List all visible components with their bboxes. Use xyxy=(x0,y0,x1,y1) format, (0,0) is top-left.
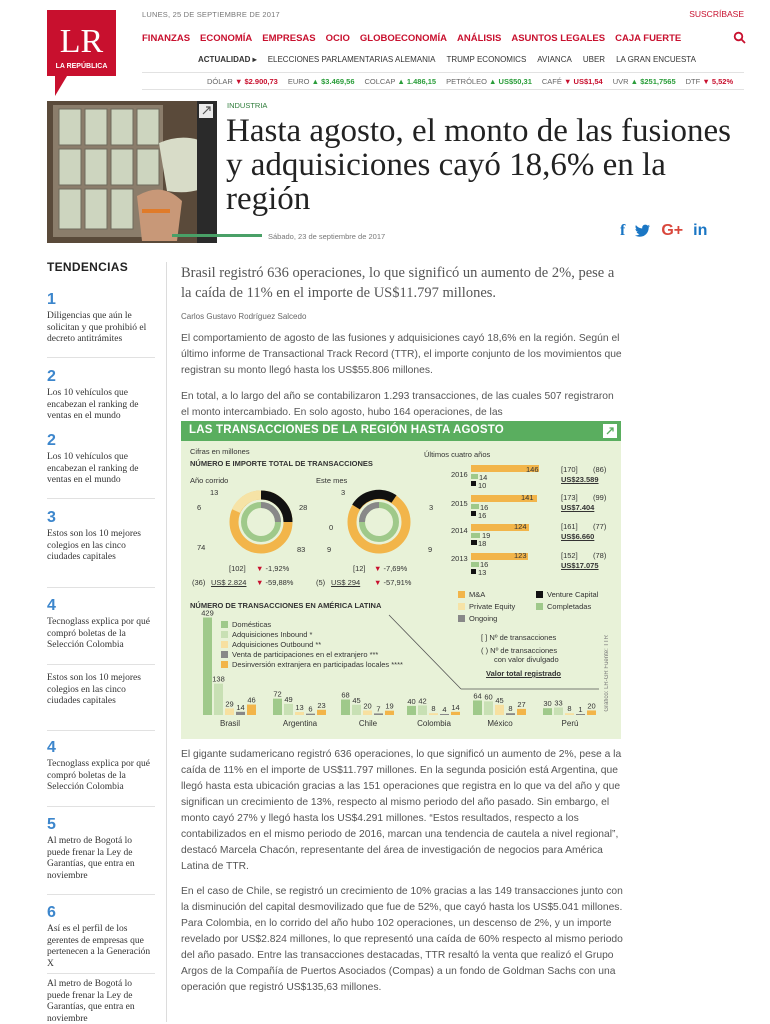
year-disclosed: (77) xyxy=(593,522,607,531)
nav-analisis[interactable]: ANÁLISIS xyxy=(456,33,502,44)
bar-argentina-2 xyxy=(295,712,304,715)
linkedin-icon[interactable]: in xyxy=(693,222,708,239)
article-date: Sábado, 23 de septiembre de 2017 xyxy=(268,232,386,241)
donut-2-value: 9 xyxy=(428,545,433,554)
trending-number: 4 xyxy=(47,597,56,614)
bar-value-label: 45 xyxy=(352,695,361,705)
subnav-uber[interactable]: UBER xyxy=(582,55,606,64)
donut-2-value: 3 xyxy=(429,503,434,512)
year-label: 2013 xyxy=(451,554,468,563)
bar-perú-3 xyxy=(576,714,585,715)
bar-perú-0 xyxy=(543,708,552,715)
bar-value-label: 8 xyxy=(567,704,572,714)
donut-1-value: 83 xyxy=(297,545,306,554)
bar-méxico-1 xyxy=(484,701,493,715)
trending-separator xyxy=(47,664,155,665)
legend-ma: M&A xyxy=(469,590,486,599)
twitter-icon[interactable] xyxy=(635,224,651,238)
bar-brasil-1 xyxy=(214,684,223,715)
legend-swatch xyxy=(536,591,543,598)
bar-chile-0 xyxy=(341,700,350,715)
trending-text[interactable]: Estos son los 10 mejores colegios en las cinco ciudades capitales xyxy=(47,529,141,562)
trending-number: 4 xyxy=(47,739,56,756)
year-amount: US$17.075 xyxy=(561,561,599,570)
nav-asuntos-legales[interactable]: ASUNTOS LEGALES xyxy=(511,33,606,44)
bar-chile-2 xyxy=(363,710,372,715)
legend-desinversion: Desinversión extranjera en participadas locales **** xyxy=(232,660,403,669)
year-count: [170] xyxy=(561,465,578,474)
category-label: México xyxy=(487,719,513,728)
ticker-colcap[interactable]: COLCAP ▲ 1.486,15 xyxy=(364,76,437,86)
subnav-avianca[interactable]: AVIANCA xyxy=(537,55,572,64)
subnav-encuesta[interactable]: LA GRAN ENCUESTA xyxy=(616,55,696,64)
trending-item[interactable] xyxy=(47,368,155,420)
article-category[interactable]: INDUSTRIA xyxy=(227,101,268,110)
bar-perú-4 xyxy=(587,710,596,715)
trending-text[interactable]: Diligencias que aún le solicitan y que prohibió el decreto antitrámites xyxy=(47,311,147,344)
bar-colombia-4 xyxy=(451,712,460,715)
donut-1-label: Año corrido xyxy=(190,476,229,485)
expand-icon[interactable] xyxy=(199,104,213,118)
trending-separator xyxy=(47,587,155,588)
donut-2-disclosed: (5) xyxy=(316,578,326,587)
bar-value-label: 429 xyxy=(201,609,214,618)
ticker-petroleo[interactable]: PETRÓLEO ▲ US$50,31 xyxy=(446,76,532,86)
nav-empresas[interactable]: EMPRESAS xyxy=(262,33,316,44)
year-value: 16 xyxy=(478,511,487,520)
year-count: [152] xyxy=(561,551,578,560)
bar-value-label: 27 xyxy=(517,699,526,709)
bar-value-label: 19 xyxy=(385,701,394,711)
year-value: 14 xyxy=(479,473,488,482)
trending-text[interactable]: Los 10 vehículos que encabezan el ranking de ventas en el mundo xyxy=(47,452,139,485)
legend-inbound: Adquisiciones Inbound * xyxy=(232,630,313,639)
bar-brasil-4 xyxy=(247,705,256,715)
trending-item[interactable] xyxy=(47,673,155,708)
bar-value-label: 33 xyxy=(554,698,563,708)
bar-chile-1 xyxy=(352,705,361,715)
key-note-total: Valor total registrado xyxy=(486,669,562,678)
donut-chart-year xyxy=(226,487,296,557)
bar-value-label: 45 xyxy=(495,695,504,705)
year-disclosed: (86) xyxy=(593,465,607,474)
bar-value-label: 20 xyxy=(587,701,596,711)
key-note-disclosed: ( ) Nº de transacciones xyxy=(481,646,558,655)
infographic-header xyxy=(181,421,621,441)
nav-globoeconomia[interactable]: GLOBOECONOMÍA xyxy=(359,33,447,44)
legend-swatch xyxy=(221,651,228,658)
donut-1-disclosed: (36) xyxy=(192,578,206,587)
year-count: [161] xyxy=(561,522,578,531)
year-value: 16 xyxy=(480,560,489,569)
year-value: 146 xyxy=(526,465,539,474)
trending-item[interactable] xyxy=(47,291,155,346)
bar-value-label: 49 xyxy=(284,694,293,704)
bar-méxico-0 xyxy=(473,700,482,715)
year-amount: US$6.660 xyxy=(561,532,595,541)
infographic-unit: Cifras en millones xyxy=(190,447,250,456)
bar-argentina-1 xyxy=(284,704,293,715)
donut-2-change: ▼ -7,69% xyxy=(374,564,408,573)
bar-colombia-2 xyxy=(429,713,438,715)
legend-swatch xyxy=(458,591,465,598)
bar-brasil-0 xyxy=(203,618,212,716)
bar-value-label: 20 xyxy=(363,701,372,711)
trending-text[interactable]: Al metro de Bogotá lo puede frenar la Ley de Garantías, que entra en noviembre xyxy=(47,836,135,881)
year-amount: US$23.589 xyxy=(561,475,599,484)
nav-ocio[interactable]: OCIO xyxy=(325,33,350,44)
article-lead: Brasil registró 636 operaciones, lo que significó un aumento de 2%, pese a la caída de 11% en el importe de US$11.797 millones. xyxy=(181,265,615,301)
donut-1-amount: US$ 2.824 xyxy=(211,578,247,587)
bar-value-label: 72 xyxy=(273,689,282,699)
bar-value-label: 60 xyxy=(484,692,493,702)
donut-chart-month xyxy=(344,487,414,557)
trending-text[interactable]: Los 10 vehículos que encabezan el ranking de ventas en el mundo xyxy=(47,388,139,420)
legend-domesticas: Domésticas xyxy=(232,620,272,629)
year-value: 13 xyxy=(478,568,487,577)
trending-separator xyxy=(47,357,155,358)
donut-2-value: 0 xyxy=(329,523,334,532)
header-date: LUNES, 25 DE SEPTIEMBRE DE 2017 xyxy=(142,10,280,19)
year-value: 18 xyxy=(478,539,487,548)
year-label: 2015 xyxy=(451,499,468,508)
bar-chile-3 xyxy=(374,713,383,715)
callout-line xyxy=(389,615,461,689)
bar-argentina-3 xyxy=(306,714,315,715)
legend-swatch xyxy=(221,661,228,668)
expand-icon[interactable] xyxy=(603,424,617,438)
bar-value-label: 13 xyxy=(295,703,304,713)
bar-brasil-2 xyxy=(225,708,234,715)
bar-value-label: 42 xyxy=(418,696,427,706)
subnav-actualidad[interactable]: ACTUALIDAD ▸ xyxy=(198,55,257,64)
sidebar-divider xyxy=(166,262,167,1022)
bar-colombia-1 xyxy=(418,705,427,715)
donut-2-label: Este mes xyxy=(316,476,348,485)
bar-value-label: 14 xyxy=(451,702,460,712)
year-value: 141 xyxy=(521,493,534,502)
trending-separator xyxy=(47,894,155,895)
search-icon[interactable] xyxy=(733,31,747,45)
trending-item[interactable] xyxy=(47,816,155,882)
logo-text: LR xyxy=(59,23,104,60)
ticker-uvr[interactable]: UVR ▲ $251,7565 xyxy=(612,76,676,86)
legend-pe: Private Equity xyxy=(469,602,516,611)
legend-outbound: Adquisiciones Outbound ** xyxy=(232,640,322,649)
donut-1-count: [102] xyxy=(229,564,246,573)
trending-item[interactable] xyxy=(47,597,155,652)
ticker-dolar[interactable]: DÓLAR ▼ $2.900,73 xyxy=(207,76,278,86)
article-paragraph: En el caso de Chile, se registró un crecimiento de 10% gracias a las 149 transacciones junto con la disminución del capital desmovilizado que fue de 52%, que cayó hasta los US$5.041 millones. Para Colombia, en lo corrido del año hubo 102 operaciones, un descenso de 2%, y un importe revelado por US$2.824 millones, lo que representó una caída de 60% respecto al mismo periodo del año pasado. Entre las transacciones destacadas, TTR resaltó la venta que realizó el Grupo Argos de la Compañía de Puertos Asociados (Compas) a un fondo de Goldman Sachs con una operación que registró US$135,63 millones. xyxy=(181,886,623,993)
donut-2-value: 3 xyxy=(341,488,346,497)
bar-value-label: 29 xyxy=(225,699,234,709)
legend-venta: Venta de participaciones en el extranjero *** xyxy=(232,650,379,659)
bar-perú-2 xyxy=(565,713,574,715)
donut-1-value: 13 xyxy=(210,488,219,497)
key-note-disclosed-2: con valor divulgado xyxy=(494,655,559,664)
chart-title: NÚMERO DE TRANSACCIONES EN AMÉRICA LATINA xyxy=(190,601,382,610)
years-label: Últimos cuatro años xyxy=(424,450,491,459)
infographic-title: LAS TRANSACCIONES DE LA REGIÓN HASTA AGOSTO xyxy=(189,424,504,436)
market-ticker xyxy=(142,72,744,90)
year-value: 123 xyxy=(514,551,527,560)
donut-1-change: ▼ -1,92% xyxy=(256,564,290,573)
ticker-dtf[interactable]: DTF ▼ 5,52% xyxy=(685,76,734,86)
year-value: 124 xyxy=(514,522,527,531)
trending-number: 5 xyxy=(47,816,56,833)
category-label: Brasil xyxy=(219,719,241,728)
bar-méxico-2 xyxy=(495,705,504,715)
year-count: [173] xyxy=(561,493,578,502)
bar-méxico-3 xyxy=(506,713,515,715)
ticker-euro[interactable]: EURO ▲ $3.469,56 xyxy=(287,76,355,86)
bar-value-label: 4 xyxy=(442,705,447,714)
year-value: 16 xyxy=(480,503,489,512)
donut-1-amount-change: ▼ -59,88% xyxy=(256,578,294,587)
trending-item[interactable] xyxy=(47,432,155,487)
share-buttons xyxy=(620,222,707,240)
bar-value-label: 14 xyxy=(236,702,245,712)
legend-swatch xyxy=(221,621,228,628)
article-paragraph: El comportamiento de agosto de las fusiones y adquisiciones cayó 18,6% en la región. Según el último informe de Transactional Track Record (TTR), el importe conjunto de los movimientos que registran su monto llegó hasta los US$55.806 millones. xyxy=(181,333,622,376)
trending-item[interactable] xyxy=(47,904,155,970)
bar-value-label: 40 xyxy=(407,696,416,706)
subscribe-link[interactable]: SUSCRÍBASE xyxy=(689,9,744,19)
infographic-credit: Gráfico: LR-GR Fuente: TTR xyxy=(604,635,610,712)
donut-2-amount: US$ 294 xyxy=(331,578,361,587)
ticker-cafe[interactable]: CAFÉ ▼ US$1,54 xyxy=(541,76,603,86)
trending-separator xyxy=(47,806,155,807)
legend-completadas: Completadas xyxy=(547,602,592,611)
bar-argentina-0 xyxy=(273,699,282,715)
legend-vc: Venture Capital xyxy=(547,590,599,599)
trending-item[interactable] xyxy=(47,509,155,564)
sub-nav xyxy=(198,55,696,64)
bar-colombia-3 xyxy=(440,714,449,715)
article-headline: Hasta agosto, el monto de las fusiones y adquisiciones cayó 18,6% en la región xyxy=(226,113,731,217)
legend-ongoing: Ongoing xyxy=(469,614,498,623)
trending-text[interactable]: Estos son los 10 mejores colegios en las cinco ciudades capitales xyxy=(47,673,141,706)
donut-2-amount-change: ▼ -57,91% xyxy=(374,578,412,587)
trending-text[interactable]: Tecnoglass explica por qué compró boletas de la Selección Colombia xyxy=(47,759,151,792)
google-plus-icon[interactable]: G+ xyxy=(661,222,684,239)
year-value: 10 xyxy=(478,481,487,490)
year-disclosed: (99) xyxy=(593,493,607,502)
donut-1-value: 28 xyxy=(299,503,308,512)
trending-item[interactable] xyxy=(47,739,155,794)
nav-caja-fuerte[interactable]: CAJA FUERTE xyxy=(615,33,682,44)
hero-image[interactable] xyxy=(47,101,217,243)
infographic-subtitle-1: NÚMERO E IMPORTE TOTAL DE TRANSACCIONES xyxy=(190,459,373,468)
bar-value-label: 6 xyxy=(308,704,313,714)
bar-value-label: 46 xyxy=(247,695,256,705)
bar-argentina-4 xyxy=(317,710,326,715)
logo-subtitle: LA REPÚBLICA xyxy=(55,63,108,70)
hero-accent-line xyxy=(172,234,262,237)
bar-value-label: 64 xyxy=(473,691,482,701)
subnav-elecciones[interactable]: ELECCIONES PARLAMENTARIAS ALEMANIA xyxy=(267,55,436,64)
donut-1-value: 74 xyxy=(197,543,206,552)
bar-brasil-3 xyxy=(236,712,245,715)
bar-value-label: 7 xyxy=(376,704,381,714)
bar-colombia-0 xyxy=(407,706,416,715)
trending-text[interactable]: Tecnoglass explica por qué compró boletas de la Selección Colombia xyxy=(47,617,151,650)
logo[interactable] xyxy=(47,10,116,96)
category-label: Chile xyxy=(358,719,378,728)
category-label: Argentina xyxy=(282,719,318,728)
trending-title: TENDENCIAS xyxy=(47,260,129,274)
bar-value-label: 8 xyxy=(431,704,436,714)
trending-separator xyxy=(47,498,155,499)
article-paragraph: En total, a lo largo del año se contabilizaron 1.293 transacciones, de las cuales 507 registraron el monto intercambiado. En solo agosto, hubo 164 operaciones, de las xyxy=(181,391,614,418)
bar-value-label: 1 xyxy=(578,705,583,714)
bar-value-label: 30 xyxy=(543,699,552,709)
article-author[interactable]: Carlos Gustavo Rodríguez Salcedo xyxy=(181,312,307,321)
trending-item[interactable] xyxy=(47,979,155,1023)
year-label: 2016 xyxy=(451,470,468,479)
year-amount: US$7.404 xyxy=(561,503,595,512)
facebook-icon[interactable]: f xyxy=(620,222,626,239)
category-label: Colombia xyxy=(417,719,451,728)
trending-separator xyxy=(47,730,155,731)
bar-value-label: 68 xyxy=(341,690,350,700)
bar-value-label: 8 xyxy=(508,704,513,714)
bar-value-label: 138 xyxy=(212,674,225,684)
legend-swatch xyxy=(221,641,228,648)
trending-text[interactable]: Al metro de Bogotá lo puede frenar la Ley de Garantías, que entra en noviembre xyxy=(47,979,135,1023)
trending-separator xyxy=(47,973,155,974)
key-note-count: [ ] Nº de transacciones xyxy=(481,633,557,642)
year-label: 2014 xyxy=(451,526,468,535)
infographic[interactable] xyxy=(181,421,621,739)
subnav-trump[interactable]: TRUMP ECONOMICS xyxy=(446,55,527,64)
year-disclosed: (78) xyxy=(593,551,607,560)
donut-2-count: [12] xyxy=(353,564,366,573)
nav-economia[interactable]: ECONOMÍA xyxy=(200,33,253,44)
bar-méxico-4 xyxy=(517,709,526,715)
donut-1-value: 6 xyxy=(197,503,202,512)
main-nav xyxy=(142,33,681,44)
trending-number: 6 xyxy=(47,904,56,921)
trending-number: 3 xyxy=(47,509,56,526)
trending-text[interactable]: Así es el perfil de los gerentes de empresas que pertenecen a la Generación X xyxy=(47,924,151,969)
donut-2-value: 9 xyxy=(327,545,332,554)
bar-chile-4 xyxy=(385,711,394,715)
bar-perú-1 xyxy=(554,708,563,716)
bar-value-label: 23 xyxy=(317,700,326,710)
article-paragraph: El gigante sudamericano registró 636 operaciones, lo que significó un aumento de 2%, pese a la caída de 11% en el importe de US$11.797 millones. En la segunda posición está Argentina, que llegó hasta esta ubicación gracias a las 151 operaciones que registra en lo que va del año y que significan un crecimiento de 13%, respecto al mismo periodo del año pasado. Sin embargo, el monto cayó 27% y llegó hasta los US$4.291 millones. “Estos resultados, respecto a los contabilizados en el mismo periodo de 2016, marcan una tendencia de cautela a nivel regional”, destacó Marcela Chacón, representante del área de investigación de negocios para América Latina de TTR. xyxy=(181,749,622,872)
trending-number: 1 xyxy=(47,291,56,308)
legend-swatch xyxy=(221,631,228,638)
trending-number: 2 xyxy=(47,368,56,385)
year-value: 19 xyxy=(482,531,491,540)
nav-finanzas[interactable]: FINANZAS xyxy=(142,33,191,44)
category-label: Perú xyxy=(561,719,579,728)
trending-number: 2 xyxy=(47,432,56,449)
